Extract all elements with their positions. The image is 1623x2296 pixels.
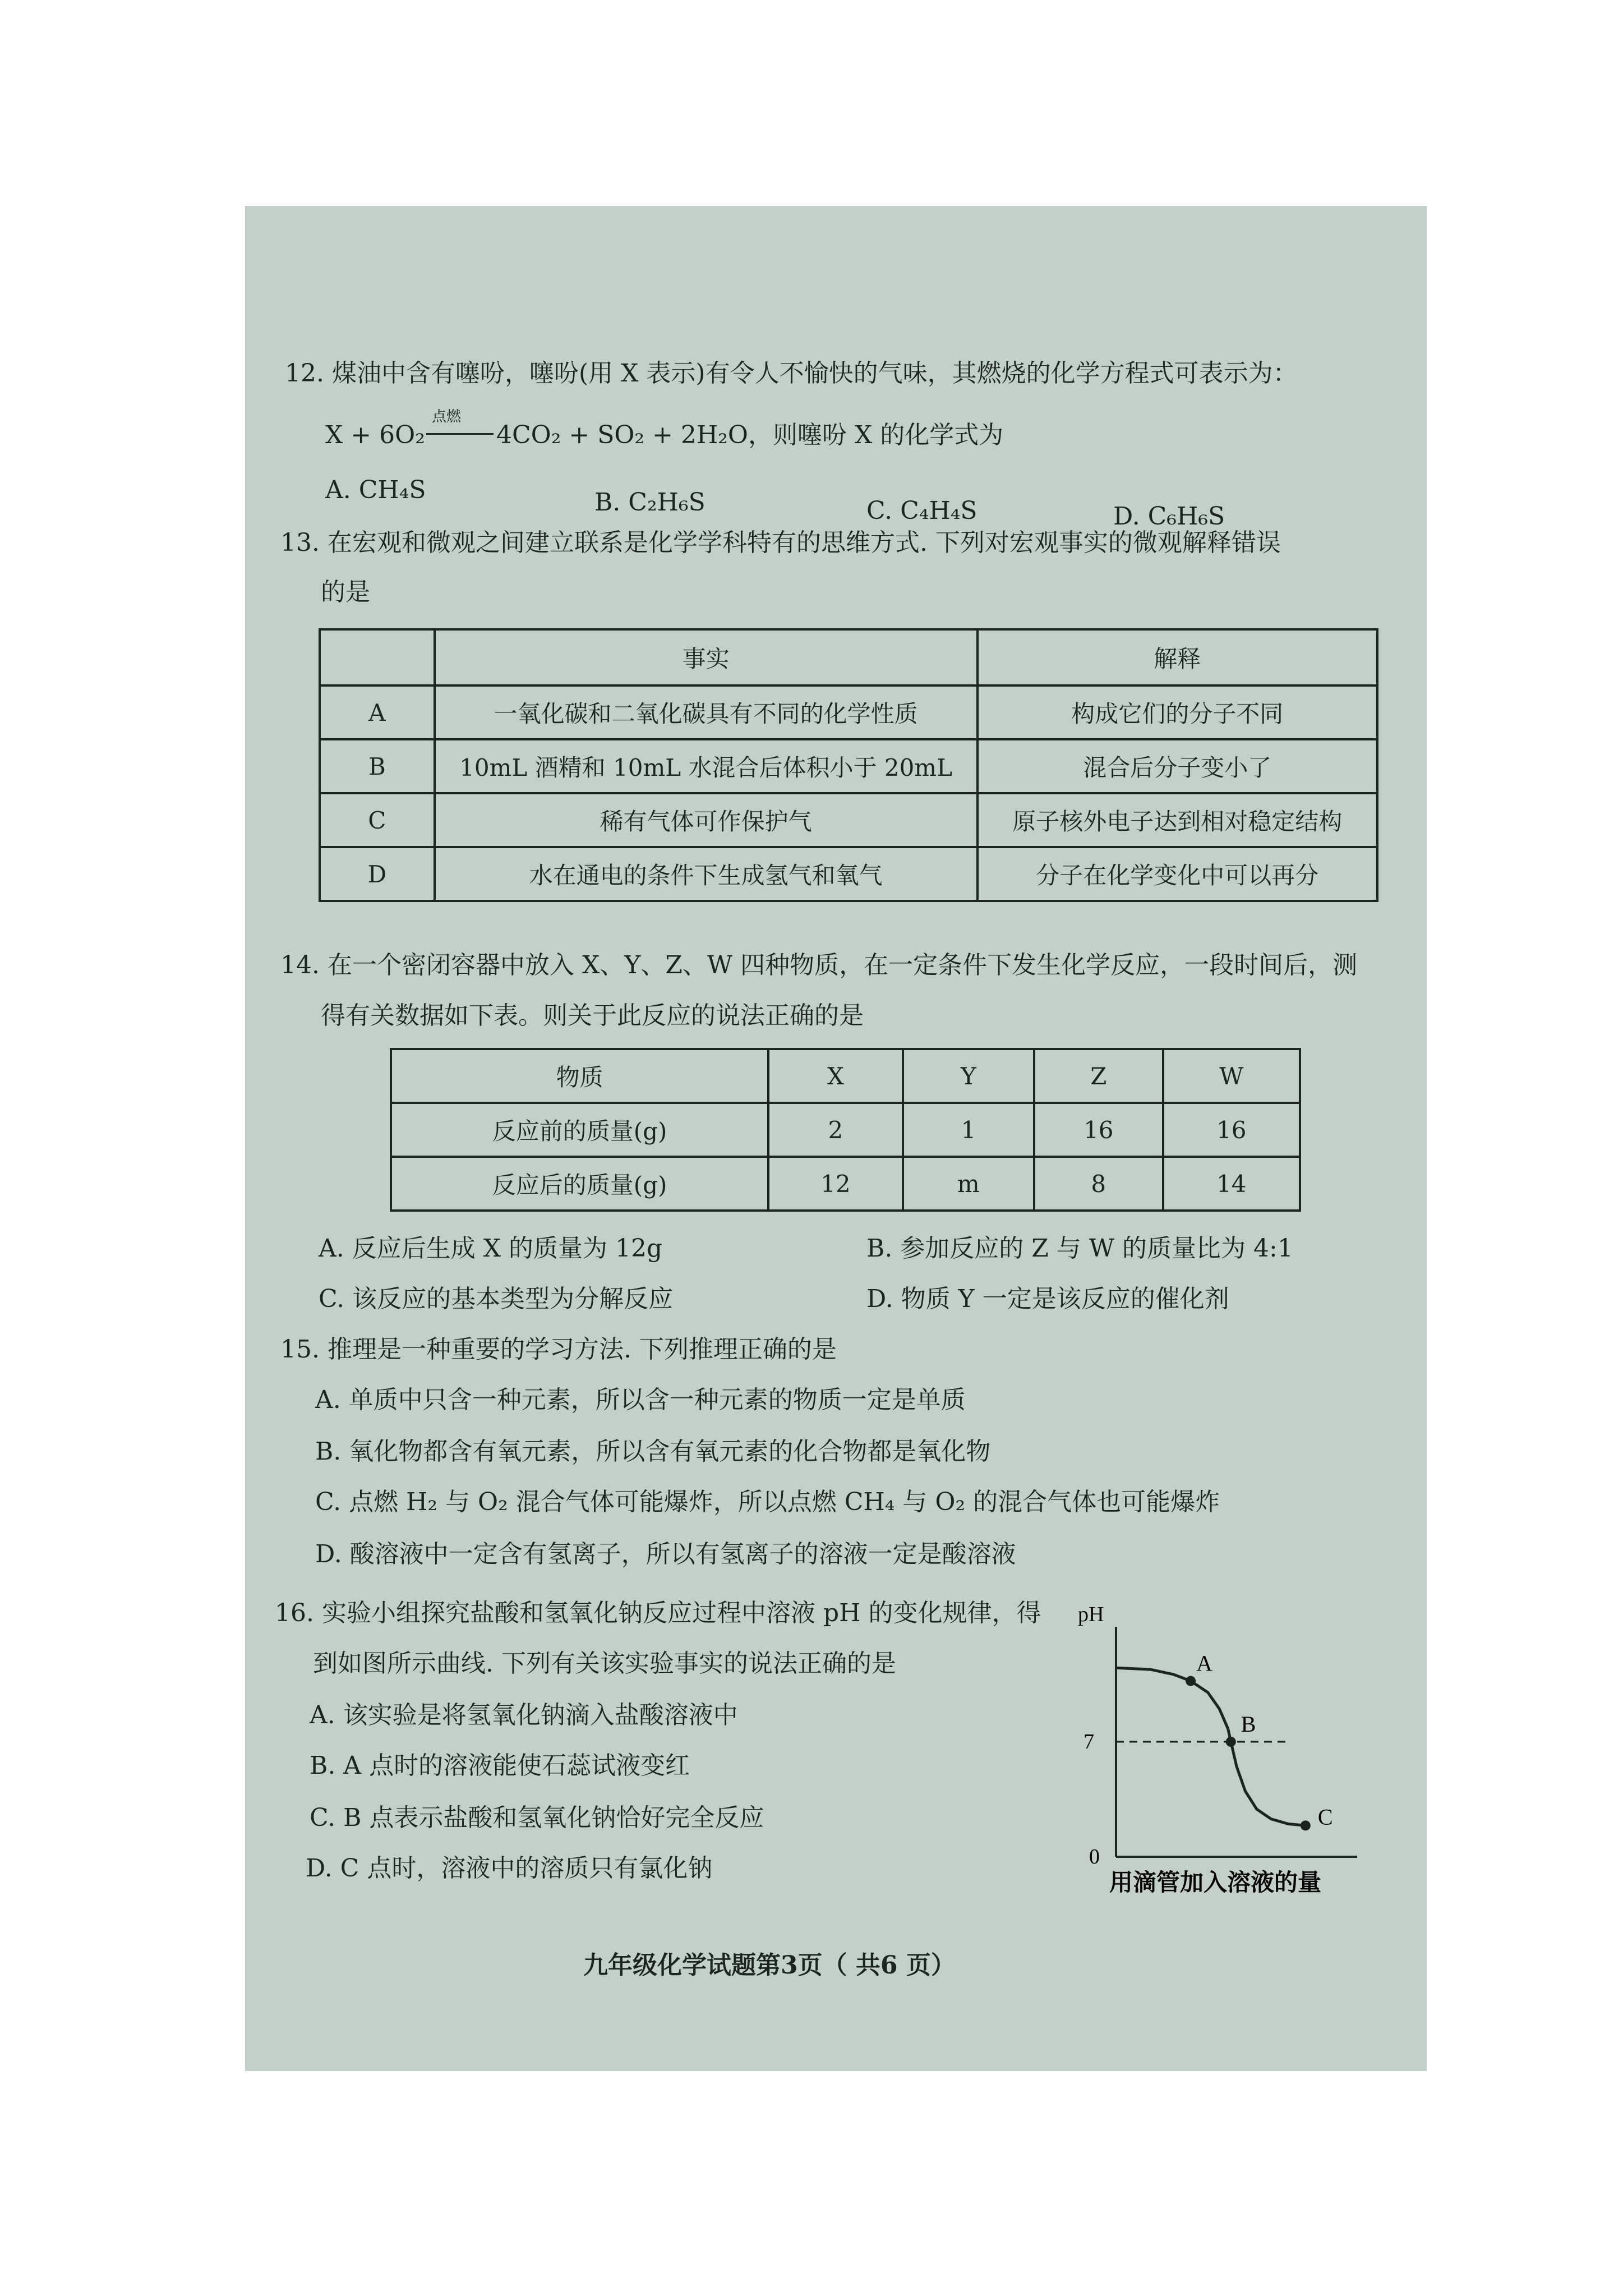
q13-table [319,628,1378,902]
option-letter: C [320,793,435,847]
table-row [391,1103,1300,1157]
ph-curve-chart [1077,1604,1368,1907]
q12-option-b: B. C₂H₆S [594,488,706,517]
q14-header-x: X [768,1049,902,1103]
mass-cell: m [903,1157,1034,1211]
q14-header-w: W [1163,1049,1300,1103]
q12-equation-rhs: 4CO₂ + SO₂ + 2H₂O，则噻吩 X 的化学式为 [496,421,1004,449]
q12-option-a: A. CH₄S [325,476,426,504]
q16-stem-line1: 16. 实验小组探究盐酸和氢氧化钠反应过程中溶液 pH 的变化规律，得 [275,1599,1041,1627]
y-axis-label: pH [1078,1604,1104,1626]
table-row [320,739,1377,793]
explanation-cell: 原子核外电子达到相对稳定结构 [978,793,1377,847]
q12-condition: 点燃 [432,408,462,425]
option-letter: A [320,685,435,739]
y-tick-0: 0 [1089,1845,1100,1869]
mass-cell: 1 [903,1103,1034,1157]
q12-equation-lhs: X + 6O₂ [325,421,425,449]
q12-stem: 12. 煤油中含有噻吩，噻吩(用 X 表示)有令人不愉快的气味，其燃烧的化学方程式可表示为： [285,359,1298,388]
q14-stem-line2: 得有关数据如下表。则关于此反应的说法正确的是 [321,1001,864,1030]
point-c-label: C [1317,1804,1333,1830]
q14-option-c: C. 该反应的基本类型为分解反应 [319,1285,674,1313]
x-axis-label: 用滴管加入溶液的量 [1109,1869,1322,1896]
q14-header-row [391,1049,1300,1103]
q12-option-d: D. C₆H₆S [1113,502,1225,531]
q13-header-blank [320,629,435,685]
q13-header-row [320,629,1377,685]
mass-cell: 8 [1034,1157,1163,1211]
fact-cell: 水在通电的条件下生成氢气和氧气 [435,847,978,901]
point-c [1301,1820,1311,1830]
q16-option-d: D. C 点时，溶液中的溶质只有氯化钠 [306,1854,713,1883]
q15-option-c: C. 点燃 H₂ 与 O₂ 混合气体可能爆炸，所以点燃 CH₄ 与 O₂ 的混合气体也可能爆炸 [315,1488,1220,1516]
q14-header-z: Z [1034,1049,1163,1103]
q13-stem-line1: 13. 在宏观和微观之间建立联系是化学学科特有的思维方式. 下列对宏观事实的微观解释错误 [280,528,1281,557]
mass-cell: 14 [1163,1157,1300,1211]
q16-stem-line2: 到如图所示曲线. 下列有关该实验事实的说法正确的是 [313,1649,896,1678]
mass-cell: 2 [768,1103,902,1157]
table-row [320,793,1377,847]
q15-stem: 15. 推理是一种重要的学习方法. 下列推理正确的是 [280,1335,837,1364]
q16-option-a: A. 该实验是将氢氧化钠滴入盐酸溶液中 [310,1701,738,1729]
q13-stem-line2: 的是 [321,578,370,606]
row-label: 反应后的质量(g) [391,1157,768,1211]
point-a [1186,1676,1196,1686]
explanation-cell: 分子在化学变化中可以再分 [978,847,1377,901]
page-footer: 九年级化学试题第3页（ 共6 页） [583,1951,956,1980]
table-row [320,847,1377,901]
row-label: 反应前的质量(g) [391,1103,768,1157]
point-b [1226,1737,1236,1747]
q13-header-fact: 事实 [435,629,978,685]
fact-cell: 10mL 酒精和 10mL 水混合后体积小于 20mL [435,739,978,793]
q15-option-d: D. 酸溶液中一定含有氢离子，所以有氢离子的溶液一定是酸溶液 [315,1540,1016,1568]
fact-cell: 一氧化碳和二氧化碳具有不同的化学性质 [435,685,978,739]
q14-option-a: A. 反应后生成 X 的质量为 12g [319,1234,663,1263]
point-a-label: A [1196,1650,1212,1676]
q15-option-a: A. 单质中只含一种元素，所以含一种元素的物质一定是单质 [315,1386,966,1414]
mass-cell: 16 [1034,1103,1163,1157]
q12-option-c: C. C₄H₄S [866,496,978,525]
q14-header-substance: 物质 [391,1049,768,1103]
q16-option-c: C. B 点表示盐酸和氢氧化钠恰好完全反应 [310,1803,764,1832]
q13-header-explanation: 解释 [978,629,1377,685]
q14-table [390,1048,1301,1212]
q14-option-d: D. 物质 Y 一定是该反应的催化剂 [866,1285,1229,1313]
q16-option-b: B. A 点时的溶液能使石蕊试液变红 [310,1751,690,1780]
table-row [320,685,1377,739]
fact-cell: 稀有气体可作保护气 [435,793,978,847]
mass-cell: 12 [768,1157,902,1211]
mass-cell: 16 [1163,1103,1300,1157]
option-letter: B [320,739,435,793]
q14-option-b: B. 参加反应的 Z 与 W 的质量比为 4:1 [866,1234,1293,1263]
y-tick-7: 7 [1083,1730,1094,1754]
explanation-cell: 构成它们的分子不同 [978,685,1377,739]
q14-header-y: Y [903,1049,1034,1103]
option-letter: D [320,847,435,901]
point-b-label: B [1241,1711,1256,1737]
table-row [391,1157,1300,1211]
ph-curve [1116,1668,1306,1825]
explanation-cell: 混合后分子变小了 [978,739,1377,793]
q14-stem-line1: 14. 在一个密闭容器中放入 X、Y、Z、W 四种物质，在一定条件下发生化学反应，一段时间后，测 [280,951,1358,979]
q12-reaction-arrow [426,433,494,435]
q15-option-b: B. 氧化物都含有氧元素，所以含有氧元素的化合物都是氧化物 [315,1437,991,1466]
